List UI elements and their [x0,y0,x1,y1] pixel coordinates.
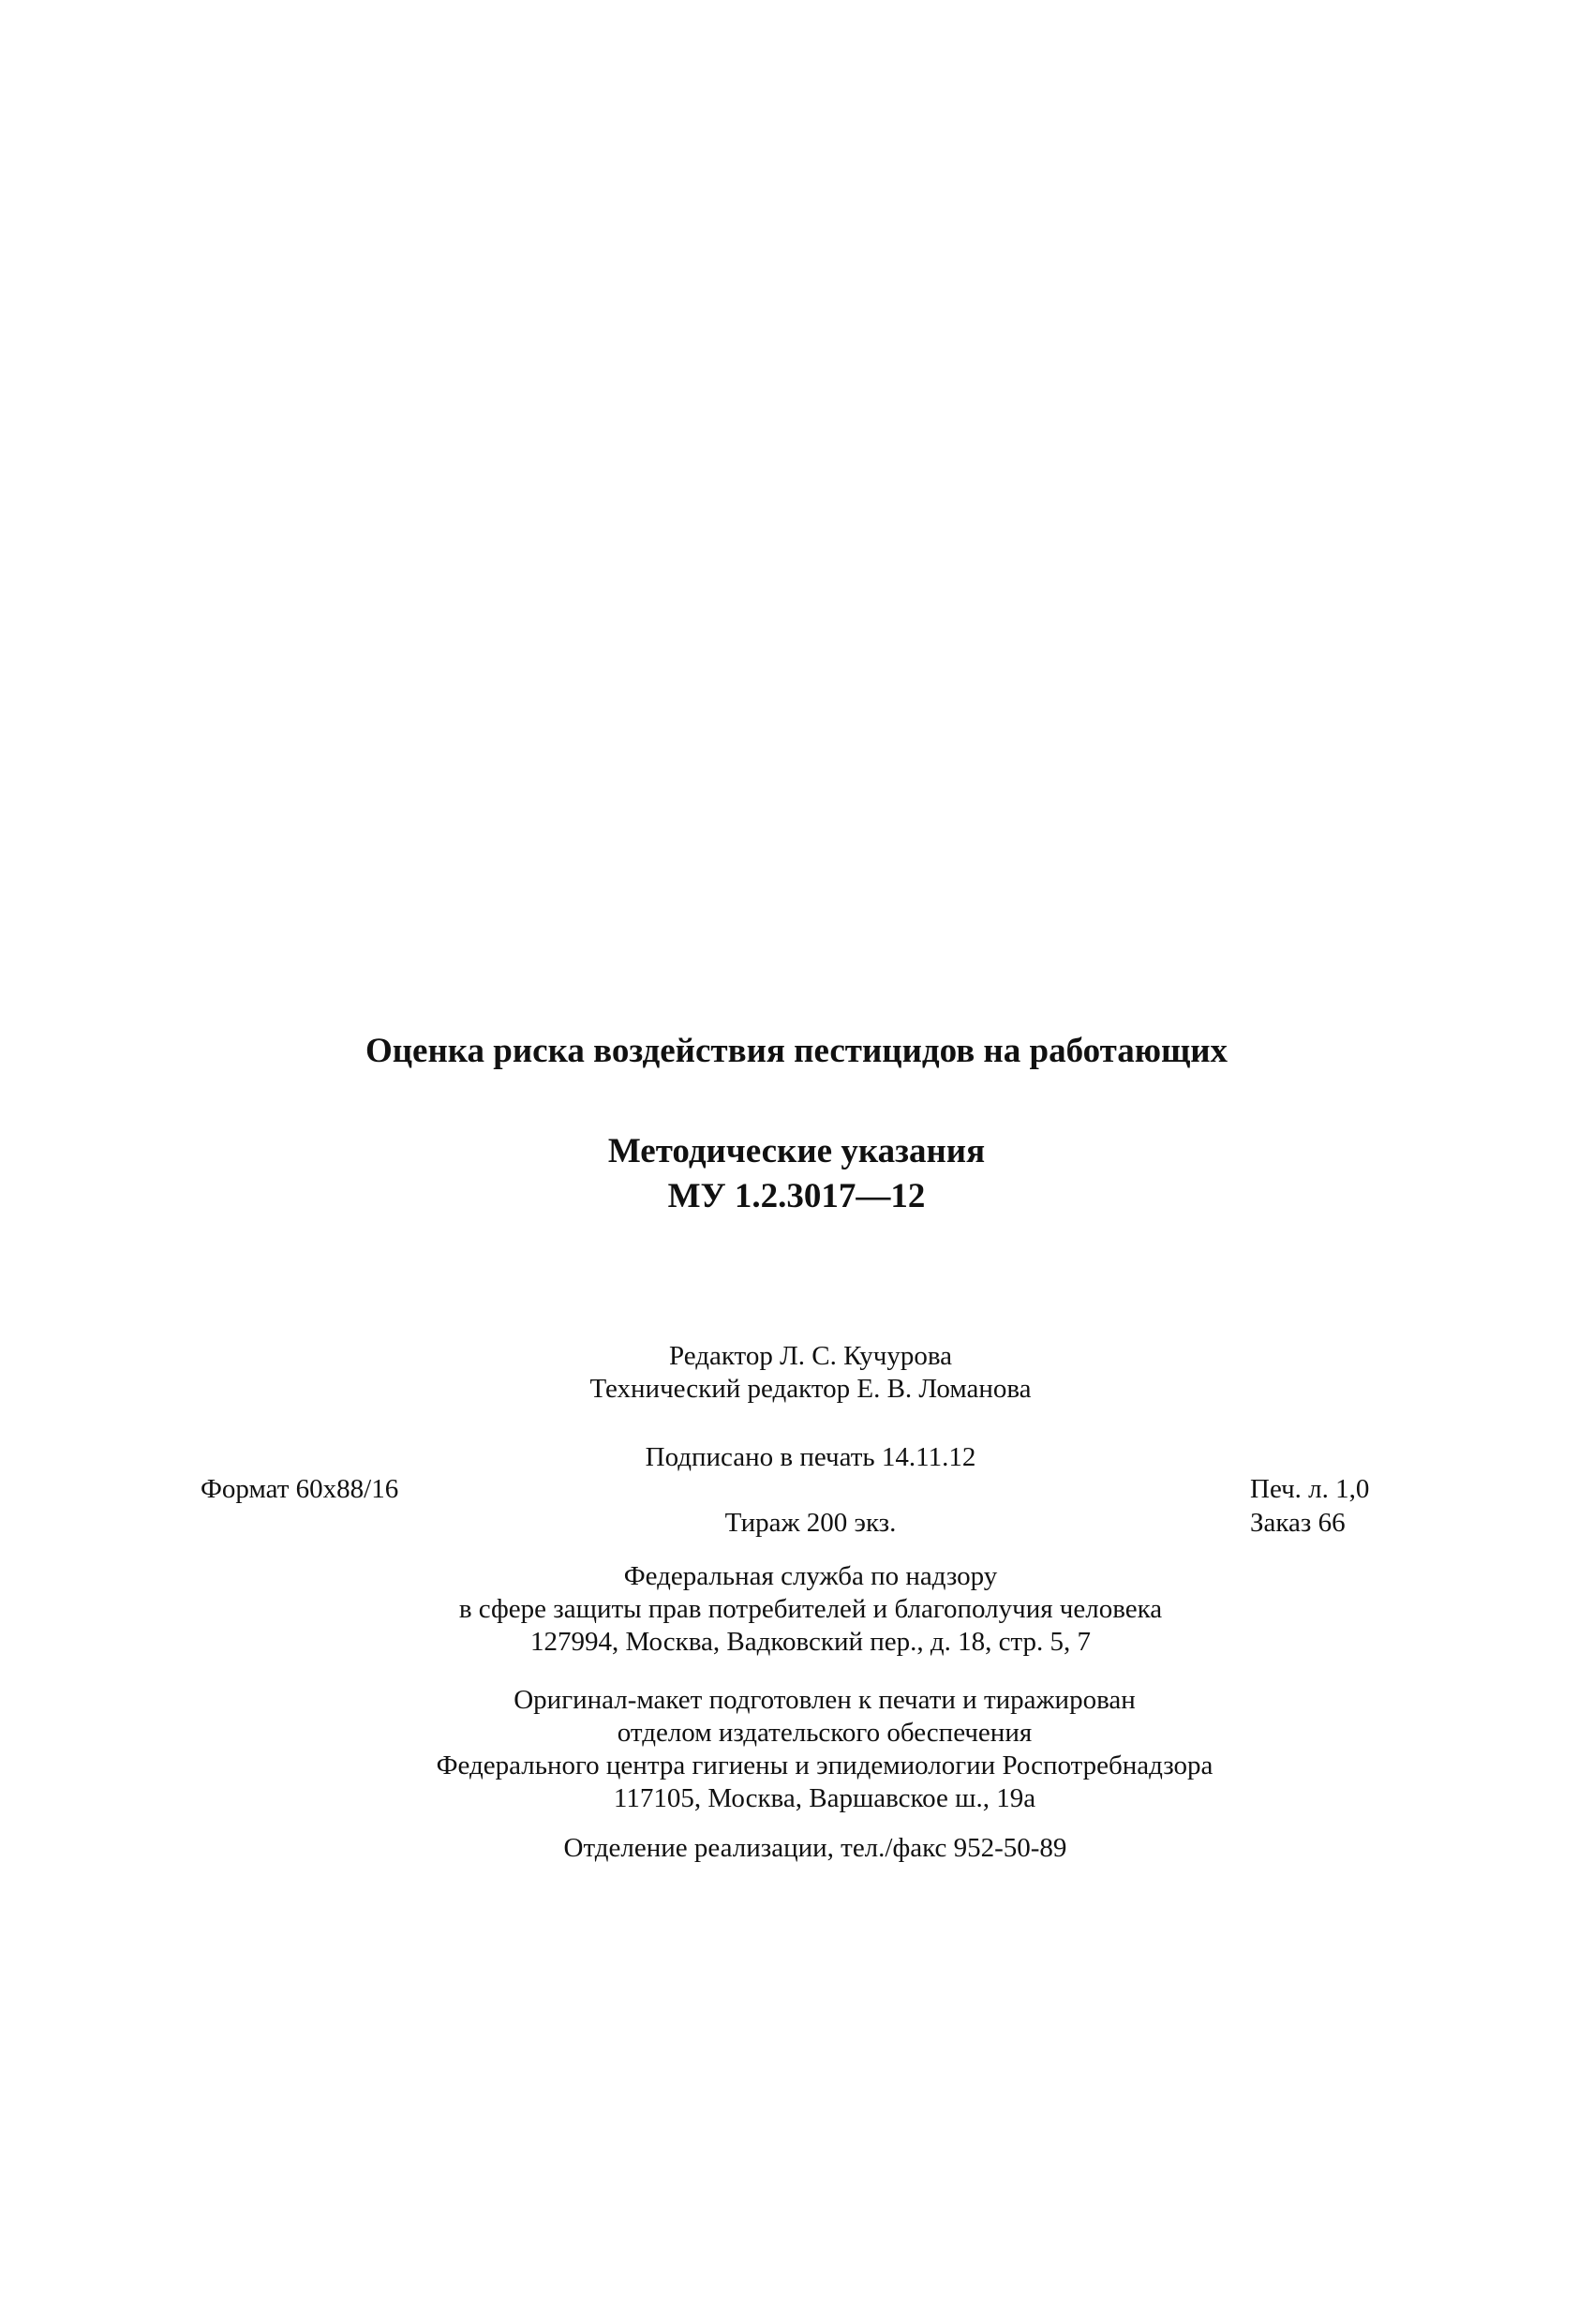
publisher-block [0,1560,1593,1659]
producer-line-1: Оригинал-макет подготовлен к печати и тиражирован [514,1685,1136,1715]
signed-to-print: Подписано в печать 14.11.12 [645,1442,976,1472]
publisher-address: 127994, Москва, Вадковский пер., д. 18, стр. 5, 7 [529,1627,1092,1657]
sales-contact: Отделение реализации, тел./факс 952-50-89 [563,1833,1067,1863]
document-subtitle [0,1129,1593,1219]
editor: Редактор Л. С. Кучурова [668,1341,953,1371]
editors-block [0,1340,1593,1406]
producer-line-3: Федерального центра гигиены и эпидемиологии Роспотребнадзора [436,1750,1213,1780]
print-run: Тираж 200 экз. [724,1508,897,1538]
publisher-line-2: в сфере защиты прав потребителей и благополучия человека [458,1594,1163,1624]
order-number: Заказ 66 [1250,1508,1346,1538]
producer-address: 117105, Москва, Варшавское ш., 19а [613,1783,1036,1813]
producer-block [0,1684,1593,1815]
paper-format: Формат 60х88/16 [201,1474,399,1504]
technical-editor: Технический редактор Е. В. Ломанова [589,1374,1032,1404]
publisher-line-1: Федеральная служба по надзору [623,1561,998,1591]
producer-line-2: отделом издательского обеспечения [617,1718,1033,1748]
document-title: Оценка риска воздействия пестицидов на работающих [365,1032,1228,1070]
print-sheets: Печ. л. 1,0 [1250,1474,1370,1504]
subtitle-line-1: Методические указания [607,1132,986,1170]
document-code: МУ 1.2.3017—12 [667,1177,926,1215]
